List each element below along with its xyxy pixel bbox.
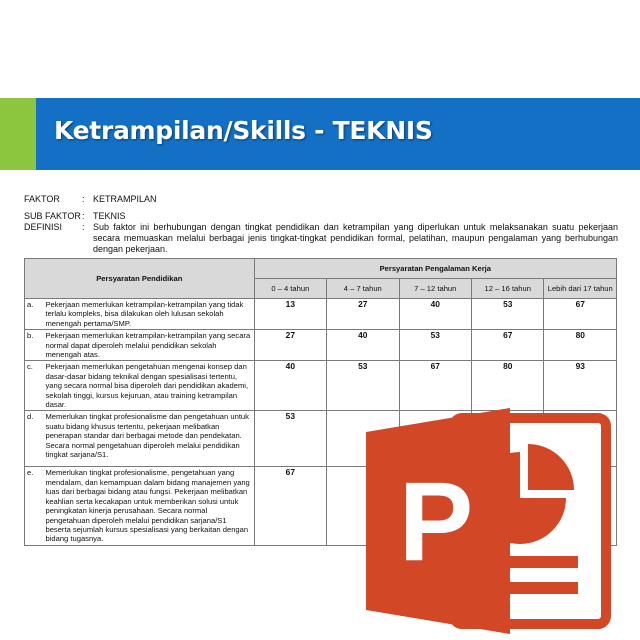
row-description: Memerlukan tingkat profesionalisme, pengetahuan yang mendalam, dan kemampuan dalam bidang manajemen yang luas dari berbagai bidang atau fungsi. Pekerjaan melibatkan keahlian serta kecakapan untuk memberikan solusi untuk peningkatan kinerja perusahaan. Secara normal pengetahuan diperoleh melalui pendidikan sarjana/S1 beserta sejumlah kursus spesialisasi yang berkaitan dengan bidang tugasnya. [43,467,254,545]
table-row [25,299,617,330]
score-cell: 40 [254,361,326,411]
row-letter: a. [25,299,44,330]
row-description: Pekerjaan memerlukan pengetahuan mengenai konsep dan dasar-dasar bidang teknikal dengan spesialisasi tertentu, yang secara normal bisa diperoleh dari pendidikan akademi, sekolah tinggi, kursus kejuruan, atau training ketrampilan dasar. [43,361,254,411]
definisi-row [24,222,618,255]
sub-faktor-row [24,211,618,222]
faktor-separator: : [82,194,85,204]
experience-header: Persyaratan Pengalaman Kerja [254,259,616,279]
education-header: Persyaratan Pendidikan [25,259,255,299]
table-row [25,330,617,361]
green-accent-bar [0,98,36,170]
experience-range-3: 12 – 16 tahun [472,279,544,299]
score-cell: 67 [472,330,544,361]
definisi-label: DEFINISI [24,222,63,232]
row-letter: b. [25,330,44,361]
score-cell: 13 [254,299,326,330]
score-cell: 27 [254,330,326,361]
score-cell: 80 [472,361,544,411]
score-cell: 53 [327,361,399,411]
score-cell: 67 [254,467,326,545]
sub-faktor-label: SUB FAKTOR [24,211,81,221]
slide-title: Ketrampilan/Skills - TEKNIS [54,116,433,145]
sub-faktor-value: TEKNIS [93,211,126,221]
faktor-label: FAKTOR [24,194,60,204]
row-description: Memerlukan tingkat profesionalisme dan pengetahuan untuk suatu bidang khusus tertentu, pekerjaan melibatkan penerapan standar dari berbagai metode dan pendekatan. Secara normal pengetahuan diperoleh melalui pendidikan tingkat sarjana/S1. [43,411,254,467]
factor-info [24,194,618,255]
score-cell: 67 [399,361,471,411]
score-cell: 40 [327,330,399,361]
powerpoint-logo-icon [358,400,614,640]
logo-letter: P [398,459,474,584]
score-cell: 53 [399,330,471,361]
sub-faktor-separator: : [82,211,85,221]
title-banner [0,98,640,170]
table-header-row [25,259,617,279]
score-cell: 27 [327,299,399,330]
score-cell: 40 [399,299,471,330]
experience-range-0: 0 – 4 tahun [254,279,326,299]
experience-range-4: Lebih dari 17 tahun [544,279,617,299]
row-description: Pekerjaan memerlukan ketrampilan-ketrampilan yang secara normal dapat diperoleh melalui pendidikan sekolah menengah atas. [43,330,254,361]
definisi-value: Sub faktor ini berhubungan dengan tingkat pendidikan dan ketrampilan yang diperlukan untuk melaksanakan suatu pekerjaan secara memuaskan melalui berbagai jenis tingkat-tingkat pendidikan formal, pelatihan, maupun pengalaman yang berhubungan dengan pekerjaan. [93,222,618,254]
row-description: Pekerjaan memerlukan ketrampilan-ketrampilan yang tidak terlalu kompleks, bisa dilakukan oleh lulusan sekolah menengah pertama/SMP. [43,299,254,330]
row-letter: d. [25,411,44,467]
definisi-separator: : [82,222,85,232]
experience-range-1: 4 – 7 tahun [327,279,399,299]
score-cell: 67 [544,299,617,330]
score-cell: 93 [544,361,617,411]
row-letter: c. [25,361,44,411]
row-letter: e. [25,467,44,545]
faktor-value: KETRAMPILAN [93,194,157,204]
score-cell: 80 [544,330,617,361]
score-cell: 53 [472,299,544,330]
experience-range-2: 7 – 12 tahun [399,279,471,299]
score-cell: 53 [254,411,326,467]
faktor-row [24,194,618,205]
